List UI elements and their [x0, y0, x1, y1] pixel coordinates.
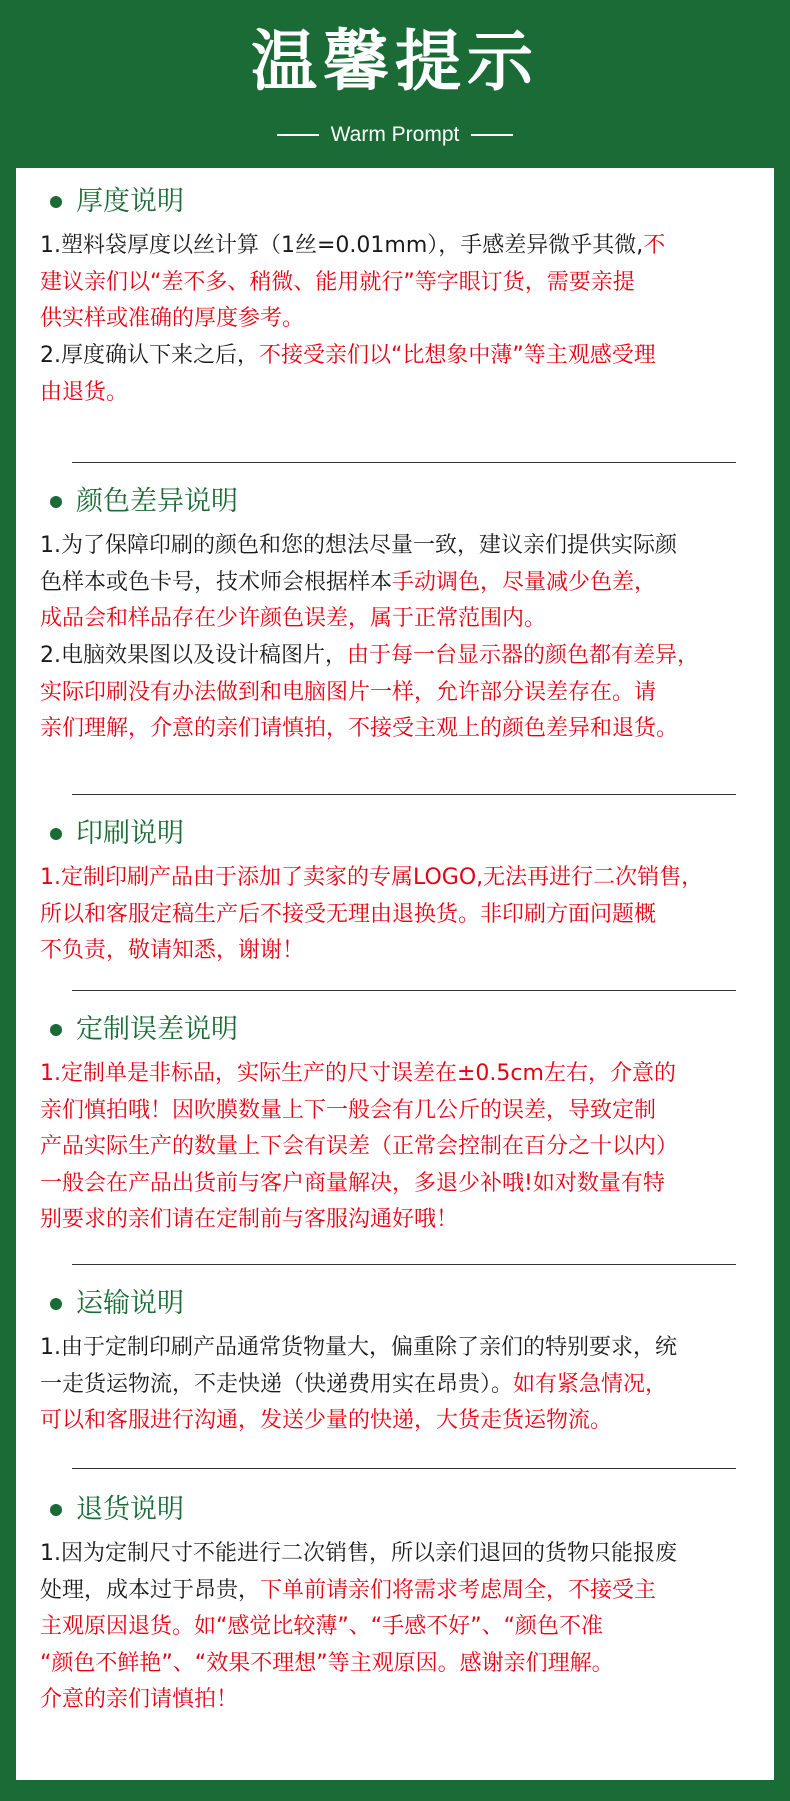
item-number: 1.: [40, 533, 61, 558]
text-line: [40, 338, 770, 375]
text-red: 定制印刷产品由于添加了卖家的专属LOGO,无法再进行二次销售，: [61, 865, 704, 890]
section-heading: [50, 1490, 184, 1530]
section-title: 厚度说明: [76, 186, 184, 217]
text-line: [40, 638, 770, 675]
text-black: 因为定制尺寸不能进行二次销售，所以亲们退回的货物只能报废: [61, 1541, 678, 1566]
section-heading: [50, 814, 184, 854]
item-number: 1.: [40, 1335, 61, 1360]
section-heading: [50, 182, 184, 222]
text-red: 建议亲们以“差不多、稍微、能用就行”等字眼订货，需要亲提: [40, 269, 635, 295]
text-red: 下单前请亲们将需求考虑周全，不接受主: [260, 1577, 657, 1603]
paragraph-item: [40, 1056, 770, 1239]
text-red: 主观原因退货。如“感觉比较薄”、“手感不好”、“颜色不准: [40, 1614, 603, 1639]
text-black: 由于定制印刷产品通常货物量大，偏重除了亲们的特别要求，统: [61, 1335, 678, 1360]
text-line: [40, 1536, 770, 1573]
text-line: [40, 1646, 770, 1683]
text-line: [40, 1367, 770, 1404]
header-banner: [0, 0, 790, 168]
text-black: 电脑效果图以及设计稿图片，: [61, 643, 348, 668]
notice-panel: [16, 168, 774, 1780]
text-black: 塑料袋厚度以丝计算（1丝=0.01mm），手感差异微乎其微,: [61, 233, 644, 258]
text-red: 介意的亲们请慎拍！: [40, 1687, 239, 1712]
text-line: [40, 1093, 770, 1130]
text-line: [40, 228, 770, 265]
text-line: [40, 565, 770, 602]
paragraph-item: [40, 860, 770, 970]
text-line: [40, 265, 770, 302]
text-line: [40, 1129, 770, 1166]
text-red: “颜色不鲜艳”、“效果不理想”等主观原因。感谢亲们理解。: [40, 1650, 614, 1676]
section-title: 印刷说明: [76, 818, 184, 849]
text-line: [40, 528, 770, 565]
paragraph-item: [40, 528, 770, 638]
text-red: 所以和客服定稿生产后不接受无理由退换货。非印刷方面问题概: [40, 901, 657, 927]
section-heading: [50, 1284, 184, 1324]
page-subtitle: Warm Prompt: [330, 123, 460, 146]
section-heading: [50, 482, 238, 522]
text-red: 亲们慎拍哦！因吹膜数量上下一般会有几公斤的误差，导致定制: [40, 1097, 657, 1123]
text-black: 厚度确认下来之后，: [61, 343, 260, 368]
page-title: 温馨提示: [251, 23, 539, 100]
text-black: 色样本或色卡号，技术师会根据样本: [40, 569, 393, 595]
text-red: 手动调色，尽量减少色差，: [392, 569, 657, 595]
text-red: 如有紧急情况，: [513, 1371, 668, 1397]
item-number: 1.: [40, 1541, 61, 1566]
paragraph-item: [40, 1536, 770, 1719]
section-title: 运输说明: [76, 1288, 184, 1319]
text-red: 供实样或准确的厚度参考。: [40, 306, 305, 331]
section-heading: [50, 1010, 238, 1050]
bullet-dot-icon: [50, 1024, 62, 1036]
paragraph-item: [40, 1330, 770, 1440]
section-divider: [72, 462, 736, 463]
text-line: [40, 375, 770, 412]
subtitle-right-rule: [471, 134, 513, 136]
bullet-dot-icon: [50, 196, 62, 208]
section-divider: [72, 990, 736, 991]
item-number: 2.: [40, 643, 61, 668]
paragraph-item: [40, 338, 770, 411]
text-red: 别要求的亲们请在定制前与客服沟通好哦！: [40, 1207, 459, 1232]
item-number: 1.: [40, 1061, 61, 1086]
text-line: [40, 301, 770, 338]
text-line: [40, 1330, 770, 1367]
text-black: 为了保障印刷的颜色和您的想法尽量一致，建议亲们提供实际颜: [61, 533, 678, 558]
section-divider: [72, 794, 736, 795]
text-red: 不接受亲们以“比想象中薄”等主观感受理: [259, 343, 656, 368]
text-red: 亲们理解，介意的亲们请慎拍，不接受主观上的颜色差异和退货。: [40, 716, 679, 741]
text-red: 产品实际生产的数量上下会有误差（正常会控制在百分之十以内）: [40, 1134, 679, 1159]
text-line: [40, 1166, 770, 1203]
text-line: [40, 711, 770, 748]
item-number: 1.: [40, 233, 61, 258]
section-title: 颜色差异说明: [76, 486, 238, 517]
bullet-dot-icon: [50, 828, 62, 840]
text-line: [40, 1609, 770, 1646]
item-number: 2.: [40, 343, 61, 368]
text-line: [40, 933, 770, 970]
text-line: [40, 1056, 770, 1093]
text-line: [40, 675, 770, 712]
text-red: 定制单是非标品，实际生产的尺寸误差在±0.5cm左右，介意的: [61, 1061, 676, 1086]
text-line: [40, 897, 770, 934]
bullet-dot-icon: [50, 1298, 62, 1310]
text-red: 不: [643, 233, 666, 258]
text-red: 实际印刷没有办法做到和电脑图片一样，允许部分误差存在。请: [40, 679, 657, 705]
section-divider: [72, 1468, 736, 1469]
text-red: 由于每一台显示器的颜色都有差异，: [347, 643, 700, 668]
section-title: 定制误差说明: [76, 1014, 238, 1045]
paragraph-item: [40, 638, 770, 748]
text-red: 一般会在产品出货前与客户商量解决，多退少补哦!如对数量有特: [40, 1170, 665, 1196]
text-red: 不负责，敬请知悉，谢谢！: [40, 938, 305, 963]
text-line: [40, 860, 770, 897]
text-line: [40, 601, 770, 638]
bullet-dot-icon: [50, 1504, 62, 1516]
text-black: 一走货运物流，不走快递（快递费用实在昂贵）。: [40, 1371, 514, 1397]
text-red: 成品会和样品存在少许颜色误差，属于正常范围内。: [40, 606, 547, 631]
bullet-dot-icon: [50, 496, 62, 508]
subtitle-left-rule: [277, 134, 319, 136]
text-red: 由退货。: [40, 379, 129, 405]
paragraph-item: [40, 228, 770, 338]
text-red: 可以和客服进行沟通，发送少量的快递，大货走货运物流。: [40, 1408, 613, 1433]
text-line: [40, 1403, 770, 1440]
text-line: [40, 1202, 770, 1239]
text-line: [40, 1682, 770, 1719]
section-title: 退货说明: [76, 1494, 184, 1525]
text-line: [40, 1573, 770, 1610]
text-black: 处理，成本过于昂贵，: [40, 1577, 261, 1603]
section-divider: [72, 1264, 736, 1265]
item-number: 1.: [40, 865, 61, 890]
subtitle-row: [0, 120, 790, 150]
